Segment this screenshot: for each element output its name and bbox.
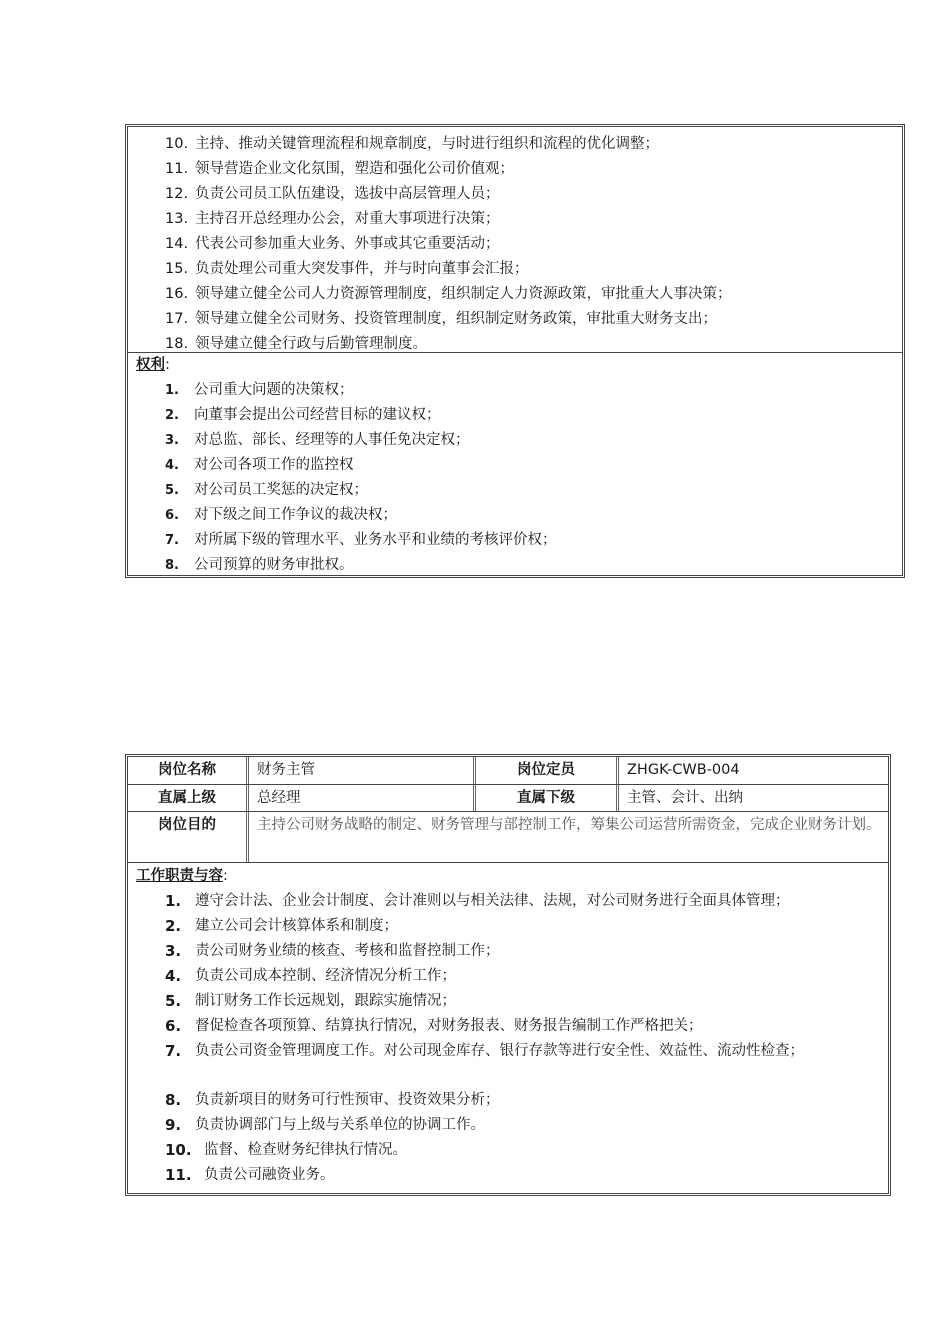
list-item: 6. 督促检查各项预算、结算执行情况，对财务报表、财务报告编制工作严格把关； [165,1017,703,1035]
list-item: 8. 公司预算的财务审批权。 [165,557,354,573]
list-item: 16. 领导建立健全公司人力资源管理制度，组织制定人力资源政策，审批重大人事决策； [165,286,732,302]
list-item: 7. 对所属下级的管理水平、业务水平和业绩的考核评价权； [165,532,557,548]
list-item: 7. 负责公司资金管理调度工作。对公司现金库存、银行存款等进行安全性、效益性、流动性检查； [165,1042,804,1060]
list-item: 11. 负责公司融资业务。 [165,1166,335,1184]
position-row-superior [128,785,888,812]
list-item: 12. 负责公司员工队伍建设，选拔中高层管理人员； [165,186,500,202]
list-item: 17. 领导建立健全公司财务、投资管理制度，组织制定财务政策，审批重大财务支出； [165,311,717,327]
list-item: 10. 主持、推动关键管理流程和规章制度，与时进行组织和流程的优化调整； [165,136,659,152]
list-item: 3. 对总监、部长、经理等的人事任免决定权； [165,432,470,448]
position-row-purpose [128,812,888,863]
list-item: 11. 领导营造企业文化氛围，塑造和强化公司价值观； [165,161,514,177]
responsibilities-table-continued [125,124,905,578]
list-item: 6. 对下级之间工作争议的裁决权； [165,507,397,523]
list-item: 2. 建立公司会计核算体系和制度； [165,917,398,935]
list-item: 5. 对公司员工奖惩的决定权； [165,482,368,498]
position-quota-label: 岗位定员 [517,762,575,778]
list-item: 5. 制订财务工作长远规划，跟踪实施情况； [165,992,456,1010]
subordinate-label: 直属下级 [517,790,575,806]
purpose-value: 主持公司财务战略的制定、财务管理与部控制工作，筹集公司运营所需资金，完成企业财务计划。 [257,817,881,833]
purpose-label: 岗位目的 [158,817,216,833]
superior-label: 直属上级 [158,790,216,806]
list-item: 13. 主持召开总经理办公会，对重大事项进行决策； [165,211,500,227]
position-table [125,754,891,1196]
list-item: 1. 遵守会计法、企业会计制度、会计准则以与相关法律、法规，对公司财务进行全面具体管理； [165,892,790,910]
position-name-label: 岗位名称 [158,762,216,778]
list-item: 14. 代表公司参加重大业务、外事或其它重要活动； [165,236,500,252]
position-quota-value: ZHGK-CWB-004 [627,762,740,778]
list-item: 4. 负责公司成本控制、经济情况分析工作； [165,967,456,985]
rights-heading: 权利: [136,357,170,373]
rights-section [128,353,902,578]
list-item: 8. 负责新项目的财务可行性预审、投资效果分析； [165,1091,500,1109]
list-item: 2. 向董事会提出公司经营目标的建议权； [165,407,441,423]
list-item: 15. 负责处理公司重大突发事件，并与时向董事会汇报； [165,261,529,277]
duties-section [128,863,888,1188]
list-item: 1. 公司重大问题的决策权； [165,382,354,398]
position-name-value: 财务主管 [257,762,315,778]
duties-list-continued [128,127,902,353]
position-row-name [128,757,888,785]
superior-value: 总经理 [257,790,301,806]
list-item: 3. 责公司财务业绩的核查、考核和监督控制工作； [165,942,500,960]
duties-heading: 工作职责与容: [136,868,228,884]
list-item: 4. 对公司各项工作的监控权 [165,457,354,473]
subordinate-value: 主管、会计、出纳 [627,790,743,806]
list-item: 10. 监督、检查财务纪律执行情况。 [165,1141,407,1159]
list-item: 18. 领导建立健全行政与后勤管理制度。 [165,336,427,352]
list-item: 9. 负责协调部门与上级与关系单位的协调工作。 [165,1116,485,1134]
